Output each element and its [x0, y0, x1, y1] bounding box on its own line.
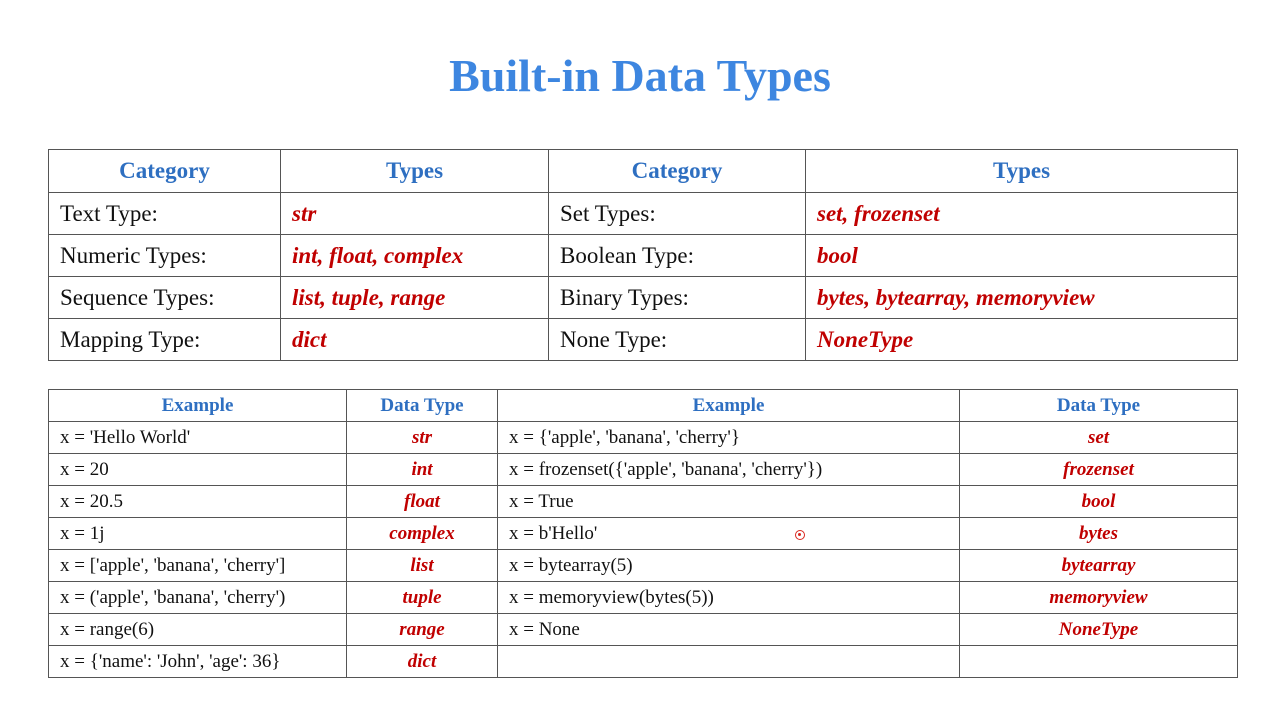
category-cell: Boolean Type:: [549, 235, 806, 277]
table-row: [49, 422, 1238, 454]
table-row: [49, 646, 1238, 678]
table-row: [49, 277, 1238, 319]
data-type-cell: str: [347, 422, 498, 454]
categories-header-row: [49, 150, 1238, 193]
mouse-pointer-icon: [795, 530, 805, 540]
column-header-data-type: Data Type: [347, 390, 498, 422]
types-cell: bool: [806, 235, 1238, 277]
column-header-example: Example: [498, 390, 960, 422]
table-row: [49, 486, 1238, 518]
column-header-category: Category: [49, 150, 281, 193]
example-cell: x = 'Hello World': [49, 422, 347, 454]
data-type-cell: float: [347, 486, 498, 518]
column-header-types: Types: [806, 150, 1238, 193]
data-type-cell: int: [347, 454, 498, 486]
types-cell: dict: [281, 319, 549, 361]
data-type-cell: memoryview: [960, 582, 1238, 614]
column-header-types: Types: [281, 150, 549, 193]
data-type-cell: bytes: [960, 518, 1238, 550]
data-type-cell: complex: [347, 518, 498, 550]
category-cell: Text Type:: [49, 193, 281, 235]
table-row: [49, 614, 1238, 646]
table-row: [49, 550, 1238, 582]
types-cell: bytes, bytearray, memoryview: [806, 277, 1238, 319]
types-cell: NoneType: [806, 319, 1238, 361]
data-type-cell: list: [347, 550, 498, 582]
category-cell: None Type:: [549, 319, 806, 361]
example-cell: x = 20.5: [49, 486, 347, 518]
types-cell: set, frozenset: [806, 193, 1238, 235]
category-cell: Mapping Type:: [49, 319, 281, 361]
types-cell: str: [281, 193, 549, 235]
example-cell: x = None: [498, 614, 960, 646]
data-type-cell: bool: [960, 486, 1238, 518]
category-cell: Set Types:: [549, 193, 806, 235]
table-row: [49, 582, 1238, 614]
data-type-cell: tuple: [347, 582, 498, 614]
data-type-cell: dict: [347, 646, 498, 678]
example-cell: x = b'Hello': [498, 518, 960, 550]
examples-header-row: [49, 390, 1238, 422]
example-cell: [498, 646, 960, 678]
example-cell: x = {'name': 'John', 'age': 36}: [49, 646, 347, 678]
table-row: [49, 235, 1238, 277]
example-cell: x = ('apple', 'banana', 'cherry'): [49, 582, 347, 614]
example-cell: x = ['apple', 'banana', 'cherry']: [49, 550, 347, 582]
example-cell: x = frozenset({'apple', 'banana', 'cherry'}): [498, 454, 960, 486]
data-type-cell: [960, 646, 1238, 678]
table-row: [49, 319, 1238, 361]
example-cell: x = bytearray(5): [498, 550, 960, 582]
example-cell: x = 20: [49, 454, 347, 486]
example-cell: x = True: [498, 486, 960, 518]
data-type-cell: range: [347, 614, 498, 646]
category-cell: Numeric Types:: [49, 235, 281, 277]
data-type-cell: set: [960, 422, 1238, 454]
data-type-cell: NoneType: [960, 614, 1238, 646]
types-cell: int, float, complex: [281, 235, 549, 277]
page-title: Built-in Data Types: [449, 50, 831, 101]
example-cell: x = 1j: [49, 518, 347, 550]
column-header-category: Category: [549, 150, 806, 193]
categories-table: [48, 149, 1238, 361]
category-cell: Sequence Types:: [49, 277, 281, 319]
column-header-example: Example: [49, 390, 347, 422]
category-cell: Binary Types:: [549, 277, 806, 319]
example-cell: x = {'apple', 'banana', 'cherry'}: [498, 422, 960, 454]
table-row: [49, 193, 1238, 235]
column-header-data-type: Data Type: [960, 390, 1238, 422]
table-row: [49, 454, 1238, 486]
data-type-cell: frozenset: [960, 454, 1238, 486]
example-cell: x = range(6): [49, 614, 347, 646]
example-cell: x = memoryview(bytes(5)): [498, 582, 960, 614]
examples-table: [48, 389, 1238, 678]
table-row: [49, 518, 1238, 550]
data-type-cell: bytearray: [960, 550, 1238, 582]
types-cell: list, tuple, range: [281, 277, 549, 319]
